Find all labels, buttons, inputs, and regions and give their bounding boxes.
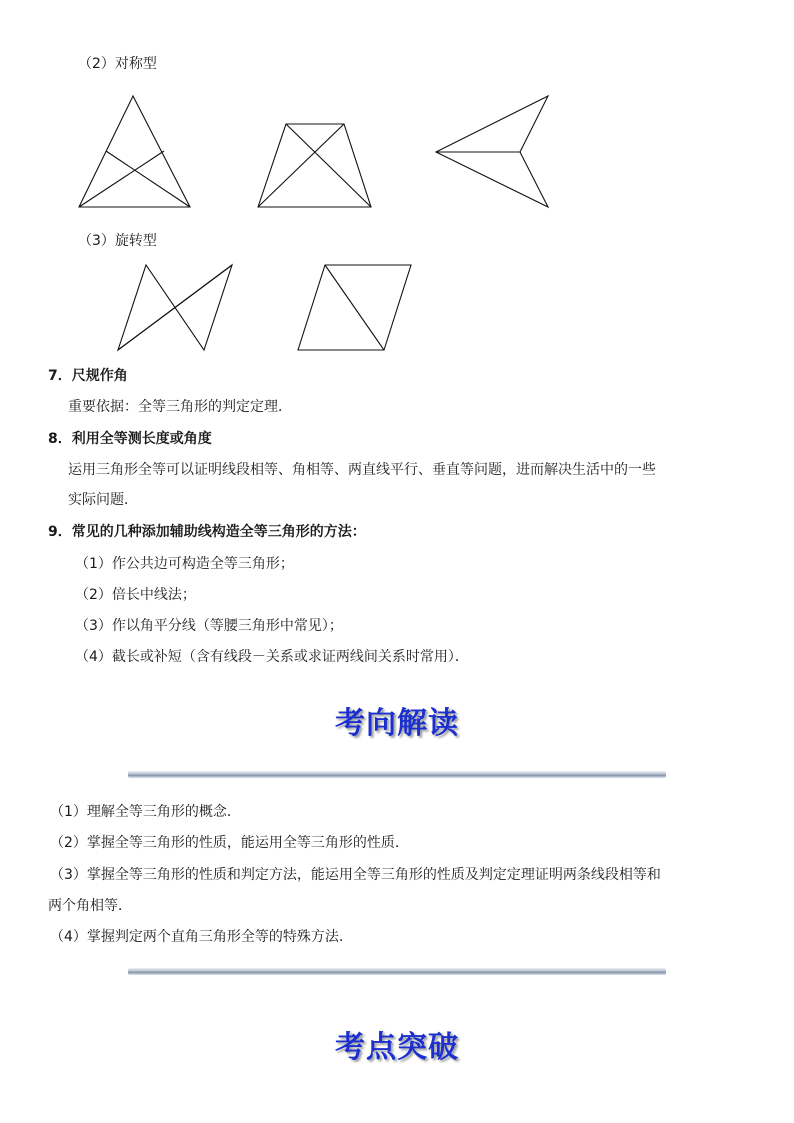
item-9-method-1: （1）作公共边可构造全等三角形； bbox=[75, 556, 294, 572]
item-9-heading: 9．常见的几种添加辅助线构造全等三角形的方法： bbox=[48, 524, 366, 540]
exam-direction-line-1: （1）理解全等三角形的概念． bbox=[50, 804, 241, 820]
rotation-type-label: （3）旋转型 bbox=[78, 233, 157, 249]
item-9-method-3: （3）作以角平分线（等腰三角形中常见）； bbox=[75, 618, 343, 634]
item-9-method-2: （2）倍长中线法； bbox=[75, 587, 196, 603]
item-9-method-4: （4）截长或补短（含有线段－关系或求证两线间关系时常用）． bbox=[75, 649, 469, 665]
item-7-heading: 7．尺规作角 bbox=[48, 368, 128, 384]
item-8-line-1: 运用三角形全等可以证明线段相等、角相等、两直线平行、垂直等问题，进而解决生活中的一些 bbox=[68, 462, 656, 478]
geometry-figures bbox=[0, 0, 794, 380]
section-divider-bottom bbox=[128, 968, 666, 975]
symmetric-figure-1 bbox=[79, 96, 190, 207]
rotation-figure-1 bbox=[118, 265, 232, 350]
exam-direction-line-3: （3）掌握全等三角形的性质和判定方法，能运用全等三角形的性质及判定定理证明两条线段相等和 bbox=[50, 867, 661, 883]
item-8-line-2: 实际问题． bbox=[68, 492, 138, 508]
item-7-line: 重要依据：全等三角形的判定定理． bbox=[68, 399, 292, 415]
exam-direction-line-2: （2）掌握全等三角形的性质，能运用全等三角形的性质． bbox=[50, 835, 409, 851]
section-divider-top bbox=[128, 771, 666, 778]
breakthrough-title: 考点突破 bbox=[335, 1030, 459, 1065]
symmetric-figure-2 bbox=[258, 124, 371, 207]
exam-direction-title: 考向解读 bbox=[335, 706, 459, 741]
item-8-heading: 8．利用全等测长度或角度 bbox=[48, 431, 212, 447]
exam-direction-line-5: （4）掌握判定两个直角三角形全等的特殊方法． bbox=[50, 929, 353, 945]
exam-direction-line-4: 两个角相等． bbox=[48, 898, 132, 914]
symmetric-figure-3 bbox=[436, 96, 548, 207]
rotation-figure-2 bbox=[298, 265, 411, 350]
symmetric-type-label: （2）对称型 bbox=[78, 56, 157, 72]
